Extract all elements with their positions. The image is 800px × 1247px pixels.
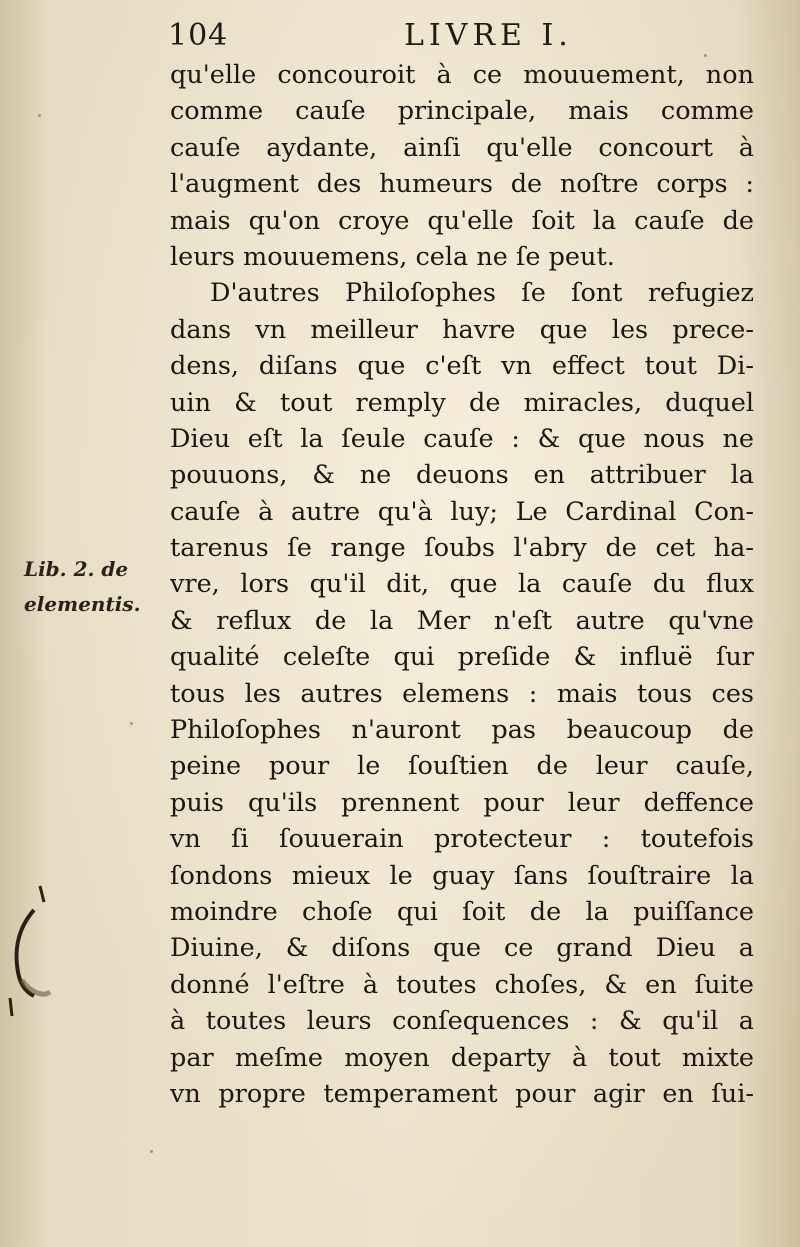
text-line: pouuons, & ne deuons en attribuer la xyxy=(170,460,754,491)
paper-speck xyxy=(38,114,41,117)
text-line: à toutes leurs conſequences : & qu'il a xyxy=(170,1006,754,1037)
text-line: l'augment des humeurs de noſtre corps : xyxy=(170,169,754,200)
margin-note-line: elementis. xyxy=(24,592,141,616)
margin-note-line: Lib. 2. de xyxy=(24,557,129,581)
text-line: mais qu'on croye qu'elle ſoit la cauſe de xyxy=(170,205,754,236)
text-line: puis qu'ils prennent pour leur deffence xyxy=(170,787,754,818)
body-text xyxy=(170,57,754,1112)
text-line: qu'elle concouroit à ce mouuement, non xyxy=(170,60,754,90)
text-line: vn ſi ſouuerain protecteur : toutefois xyxy=(170,824,754,855)
text-line: tous les autres elemens : mais tous ces xyxy=(170,678,754,709)
text-line: & reflux de la Mer n'eſt autre qu'vne xyxy=(170,605,754,636)
page-header xyxy=(168,18,758,58)
text-line: Dieu eſt la ſeule cauſe : & que nous ne xyxy=(170,423,754,454)
paper-speck xyxy=(130,722,133,725)
text-line: Philoſophes n'auront pas beaucoup de xyxy=(170,715,754,746)
margin-note xyxy=(24,552,154,622)
text-line: donné l'eſtre à toutes choſes, & en ſuite xyxy=(170,969,754,1000)
text-line: dens, diſans que c'eſt vn effect tout Di- xyxy=(170,351,754,382)
text-line: comme cauſe principale, mais comme xyxy=(170,96,754,127)
page-number: 104 xyxy=(168,18,229,53)
text-line: Diuine, & diſons que ce grand Dieu a xyxy=(170,933,754,964)
text-line: par meſme moyen departy à tout mixte xyxy=(170,1042,754,1073)
text-line: leurs mouuemens, cela ne ſe peut. xyxy=(170,241,615,272)
text-line: peine pour le ſouſtien de leur cauſe, xyxy=(170,751,754,782)
text-line: D'autres Philoſophes ſe ſont refugiez xyxy=(210,278,754,309)
text-line: dans vn meilleur havre que les prece- xyxy=(170,314,754,345)
text-line: cauſe aydante, ainſi qu'elle concourt à xyxy=(170,132,754,163)
text-line: moindre choſe qui ſoit de la puiſſance xyxy=(170,896,754,927)
text-line: tarenus ſe range ſoubs l'abry de cet ha- xyxy=(170,533,754,564)
ink-stain-decoration xyxy=(4,880,54,1020)
running-head: LIVRE I. xyxy=(404,18,573,53)
text-line: vn propre temperament pour agir en ſui- xyxy=(170,1078,754,1109)
text-line: ſondons mieux le guay ſans ſouſtraire la xyxy=(170,860,754,891)
text-line: vre, lors qu'il dit, que la cauſe du flux xyxy=(170,569,754,600)
paper-speck xyxy=(150,1150,153,1153)
text-line: uin & tout remply de miracles, duquel xyxy=(170,387,754,418)
paper-speck xyxy=(704,54,707,57)
text-line: cauſe à autre qu'à luy; Le Cardinal Con- xyxy=(170,496,754,527)
text-line: qualité celeſte qui preſide & influë ſur xyxy=(170,642,754,673)
